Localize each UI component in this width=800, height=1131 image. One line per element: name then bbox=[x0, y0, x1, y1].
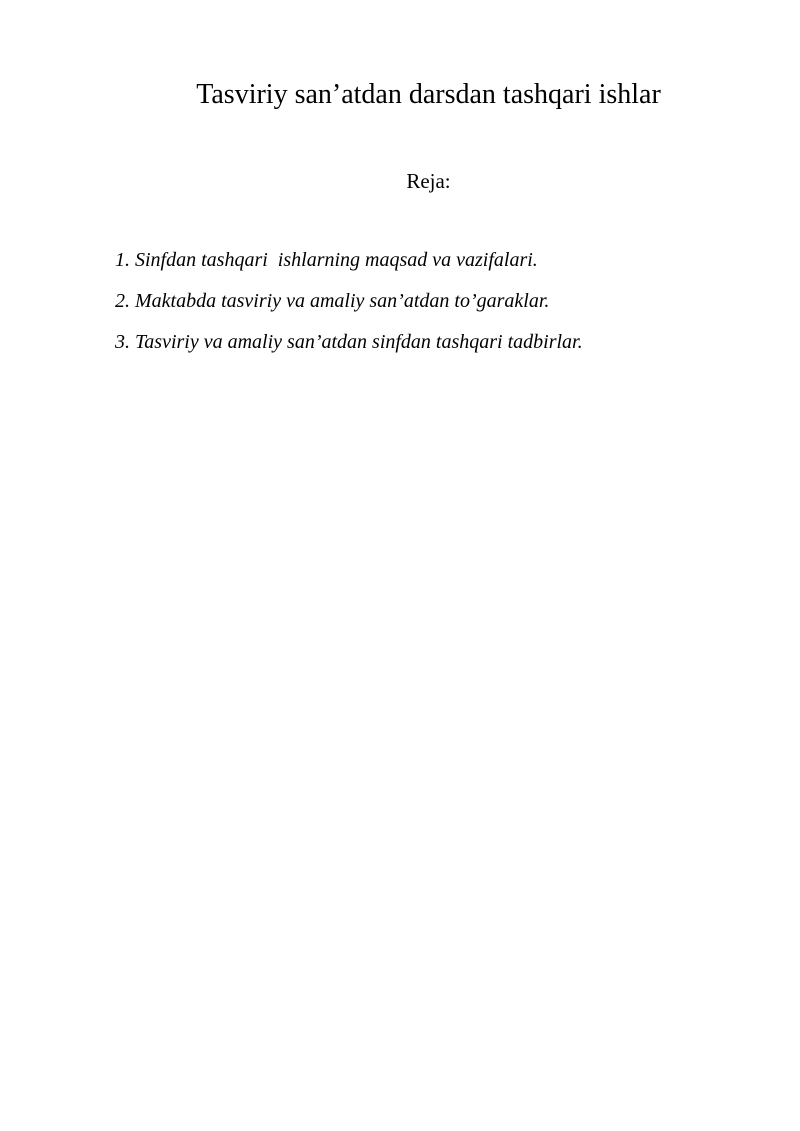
plan-item: 3. Tasviriy va amaliy san’atdan sinfdan tashqari tadbirlar. bbox=[115, 331, 583, 353]
plan-item: 2. Maktabda tasviriy va amaliy san’atdan to’garaklar. bbox=[115, 290, 550, 312]
plan-item: 1. Sinfdan tashqari ishlarning maqsad va vazifalari. bbox=[115, 249, 538, 271]
plan-list bbox=[115, 247, 583, 370]
plan-heading: Reja: bbox=[406, 169, 451, 193]
document-title: Tasviriy san’atdan darsdan tashqari ishlar bbox=[196, 79, 661, 110]
